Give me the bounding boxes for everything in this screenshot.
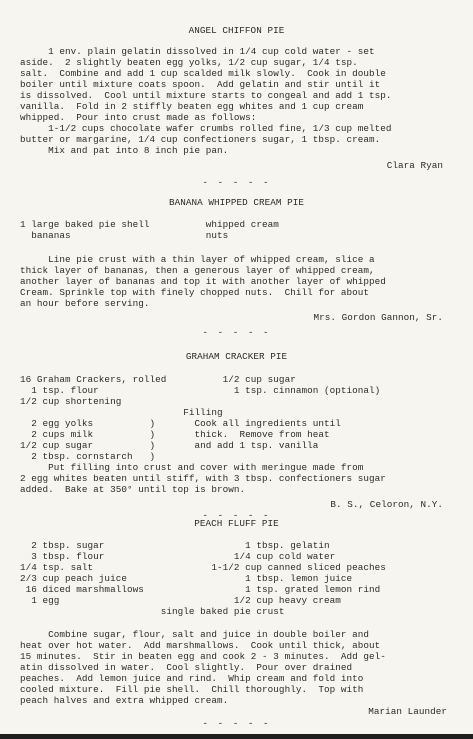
recipe-line: added. Bake at 350° until top is brown. [20,484,246,495]
recipe-line: Mix and pat into 8 inch pie pan. [20,145,229,156]
recipe-line: cooled mixture. Fill pie shell. Chill thoroughly. Top with [20,684,364,695]
recipe-line: is dissolved. Cool until mixture starts to congeal and add 1 tsp. [20,90,392,101]
ingredient-line: 2 tbsp. cornstarch ) [20,451,156,462]
recipe-title: ANGEL CHIFFON PIE [188,25,285,36]
recipe-line: another layer of bananas and top it with another layer of whipped [20,276,386,287]
recipe-line: peach halves and extra whipped cream. [20,695,229,706]
recipe-line: Cream. Sprinkle top with finely chopped nuts. Chill for about [20,287,369,298]
recipe-line: Combine sugar, flour, salt and juice in double boiler and [20,629,369,640]
ingredient-line: 16 diced marshmallows 1 tsp. grated lemon rind [20,584,381,595]
ingredient-line: 2/3 cup peach juice 1 tbsp. lemon juice [20,573,353,584]
separator: - - - - - [202,718,271,729]
recipe-line: butter or margarine, 1/4 cup confectioners sugar, 1 tbsp. cream. [20,134,381,145]
recipe-author: Clara Ryan [386,160,443,171]
ingredient-line: 1 tsp. flour 1 tsp. cinnamon (optional) [20,385,381,396]
ingredient-line: 1 egg 1/2 cup heavy cream [20,595,341,606]
recipe-author: Mrs. Gordon Gannon, Sr. [313,312,443,323]
separator: - - - - - [202,510,271,521]
ingredient-line: 2 cups milk ) thick. Remove from heat [20,429,330,440]
recipe-line: 1-1/2 cups chocolate wafer crumbs rolled fine, 1/3 cup melted [20,123,392,134]
recipe-line: thick layer of bananas, then a generous layer of whipped cream, [20,265,375,276]
recipe-title: BANANA WHIPPED CREAM PIE [168,197,305,208]
recipe-line: vanilla. Fold in 2 stiffly beaten egg whites and 1 cup cream [20,101,364,112]
recipe-line: heat over hot water. Add marshmallows. Cook until thick, about [20,640,381,651]
filling-heading: Filling [20,407,223,418]
recipe-author: B. S., Celoron, N.Y. [330,499,443,510]
ingredient-line: bananas nuts [20,230,229,241]
recipe-line: salt. Combine and add 1 cup scalded milk slowly. Cook in double [20,68,386,79]
ingredient-line: 1/2 cup sugar ) and add 1 tsp. vanilla [20,440,319,451]
ingredient-line: 1/2 cup shortening [20,396,122,407]
recipe-line: Put filling into crust and cover with meringue made from [20,462,364,473]
ingredient-line: 2 egg yolks ) Cook all ingredients until [20,418,341,429]
recipe-line: aside. 2 slightly beaten egg yolks, 1/2 cup sugar, 1/4 tsp. [20,57,358,68]
separator: - - - - - [202,177,271,188]
recipe-title: PEACH FLUFF PIE [194,518,279,529]
ingredient-line: 3 tbsp. flour 1/4 cup cold water [20,551,336,562]
ingredient-line: 16 Graham Crackers, rolled 1/2 cup sugar [20,374,296,385]
recipe-line: Line pie crust with a thin layer of whipped cream, slice a [20,254,375,265]
recipe-line: peaches. Add lemon juice and rind. Whip cream and fold into [20,673,364,684]
recipe-line: atin dissolved in water. Cool slightly. Pour over drained [20,662,353,673]
recipe-title: GRAHAM CRACKER PIE [185,351,288,362]
page-bottom-edge [0,734,473,739]
recipe-line: whipped. Pour into crust made as follows: [20,112,257,123]
recipe-line: 15 minutes. Stir in beaten egg and cook 2 - 3 minutes. Add gel- [20,651,386,662]
recipe-line: an hour before serving. [20,298,150,309]
recipe-author: Marian Launder [368,706,447,717]
ingredient-line: 2 tbsp. sugar 1 tbsp. gelatin [20,540,330,551]
recipe-line: 1 env. plain gelatin dissolved in 1/4 cup cold water - set [20,46,375,57]
recipe-line: boiler until mixture coats spoon. Add gelatin and stir until it [20,79,381,90]
ingredient-line: 1/4 tsp. salt 1-1/2 cup canned sliced peaches [20,562,386,573]
separator: - - - - - [202,327,271,338]
recipe-line: 2 egg whites beaten until stiff, with 3 tbsp. confectioners sugar [20,473,386,484]
ingredient-line: single baked pie crust [20,606,285,617]
ingredient-line: 1 large baked pie shell whipped cream [20,219,279,230]
